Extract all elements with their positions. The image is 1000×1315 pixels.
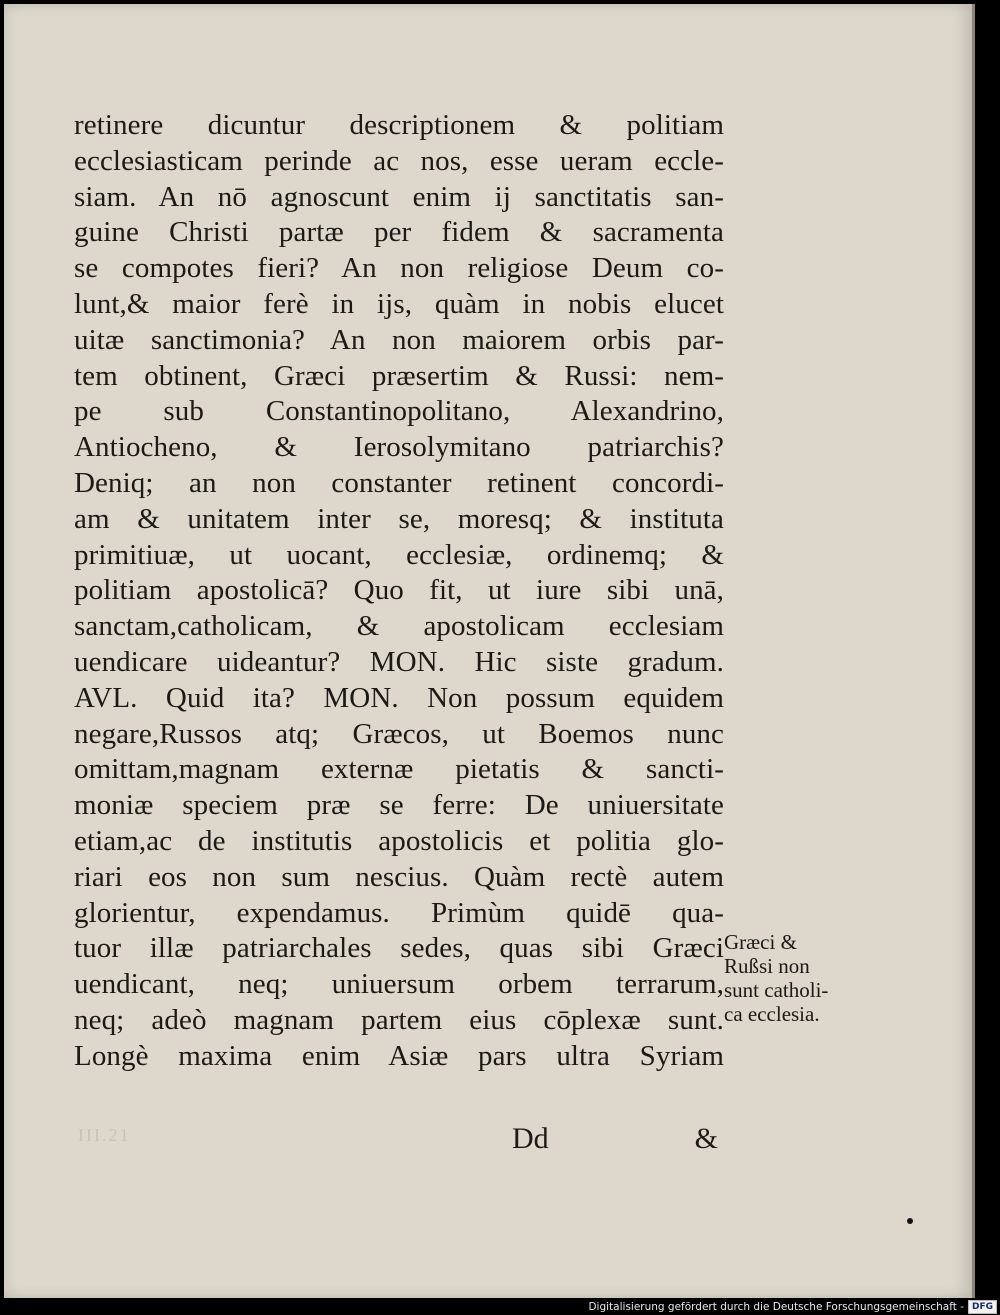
text-line: negare,Russos atq; Græcos, ut Boemos nunc — [74, 717, 724, 750]
signature-mark: Dd — [512, 1122, 549, 1155]
text-line: uendicare uideantur? MON. Hic siste gradum. — [74, 645, 724, 678]
text-line: etiam,ac de institutis apostolicis et politia glo- — [74, 824, 724, 857]
marginal-note-line: ca ecclesia. — [724, 1002, 820, 1026]
marginal-note-line: Rußsi non — [724, 954, 810, 978]
text-line: sanctam,catholicam, & apostolicam ecclesiam — [74, 610, 724, 643]
text-line: primitiuæ, ut uocant, ecclesiæ, ordinemq; & — [74, 538, 724, 571]
marginal-note — [724, 930, 854, 1026]
text-line: glorientur, expendamus. Primùm quidē qua- — [74, 896, 724, 929]
text-line: politiam apostolicā? Quo fit, ut iure sibi unā, — [74, 574, 724, 607]
ink-dot — [907, 1218, 913, 1224]
text-line: omittam,magnam externæ pietatis & sancti- — [74, 753, 724, 786]
footer-credit — [588, 1300, 997, 1314]
marginal-note-line: sunt catholi- — [724, 978, 829, 1002]
text-line: Antiocheno, & Ierosolymitano patriarchis? — [74, 431, 724, 464]
text-line: tem obtinent, Græci præsertim & Russi: nem- — [74, 359, 724, 392]
text-line: AVL. Quid ita? MON. Non possum equidem — [74, 681, 724, 714]
text-line: guine Christi partæ per fidem & sacramenta — [74, 216, 724, 249]
text-line: Deniq; an non constanter retinent concordi- — [74, 466, 724, 499]
text-line: ecclesiasticam perinde ac nos, esse ueram eccle- — [74, 144, 724, 177]
text-line: uitæ sanctimonia? An non maiorem orbis par- — [74, 323, 724, 356]
text-line: Longè maxima enim Asiæ pars ultra Syriam — [74, 1039, 724, 1072]
text-line: uendicant, neq; uniuersum orbem terrarum, — [74, 968, 724, 1001]
page-foot-line — [74, 1122, 724, 1162]
text-line: am & unitatem inter se, moresq; & instituta — [74, 502, 724, 535]
text-line: lunt,& maior ferè in ijs, quàm in nobis elucet — [74, 287, 724, 320]
text-line: retinere dicuntur descriptionem & politiam — [74, 109, 724, 141]
dfg-logo-icon: DFG — [968, 1300, 997, 1314]
text-line: siam. An nō agnoscunt enim ij sanctitatis san- — [74, 180, 724, 213]
text-block — [74, 108, 724, 1075]
text-line: neq; adeò magnam partem eius cōplexæ sunt. — [74, 1003, 724, 1036]
footer-text: Digitalisierung gefördert durch die Deutsche Forschungsgemeinschaft - — [588, 1301, 964, 1313]
catchword: & — [694, 1122, 718, 1155]
text-line: riari eos non sum nescius. Quàm rectè autem — [74, 860, 724, 893]
text-line: moniæ speciem præ se ferre: De uniuersitate — [74, 789, 724, 822]
text-line: pe sub Constantinopolitano, Alexandrino, — [74, 395, 724, 428]
book-page — [4, 4, 975, 1298]
faint-stamp: III.21 — [78, 1125, 131, 1145]
text-line: se compotes fieri? An non religiose Deum co- — [74, 252, 724, 285]
text-line: tuor illæ patriarchales sedes, quas sibi Græci — [74, 932, 724, 965]
marginal-note-line: Græci & — [724, 930, 797, 954]
